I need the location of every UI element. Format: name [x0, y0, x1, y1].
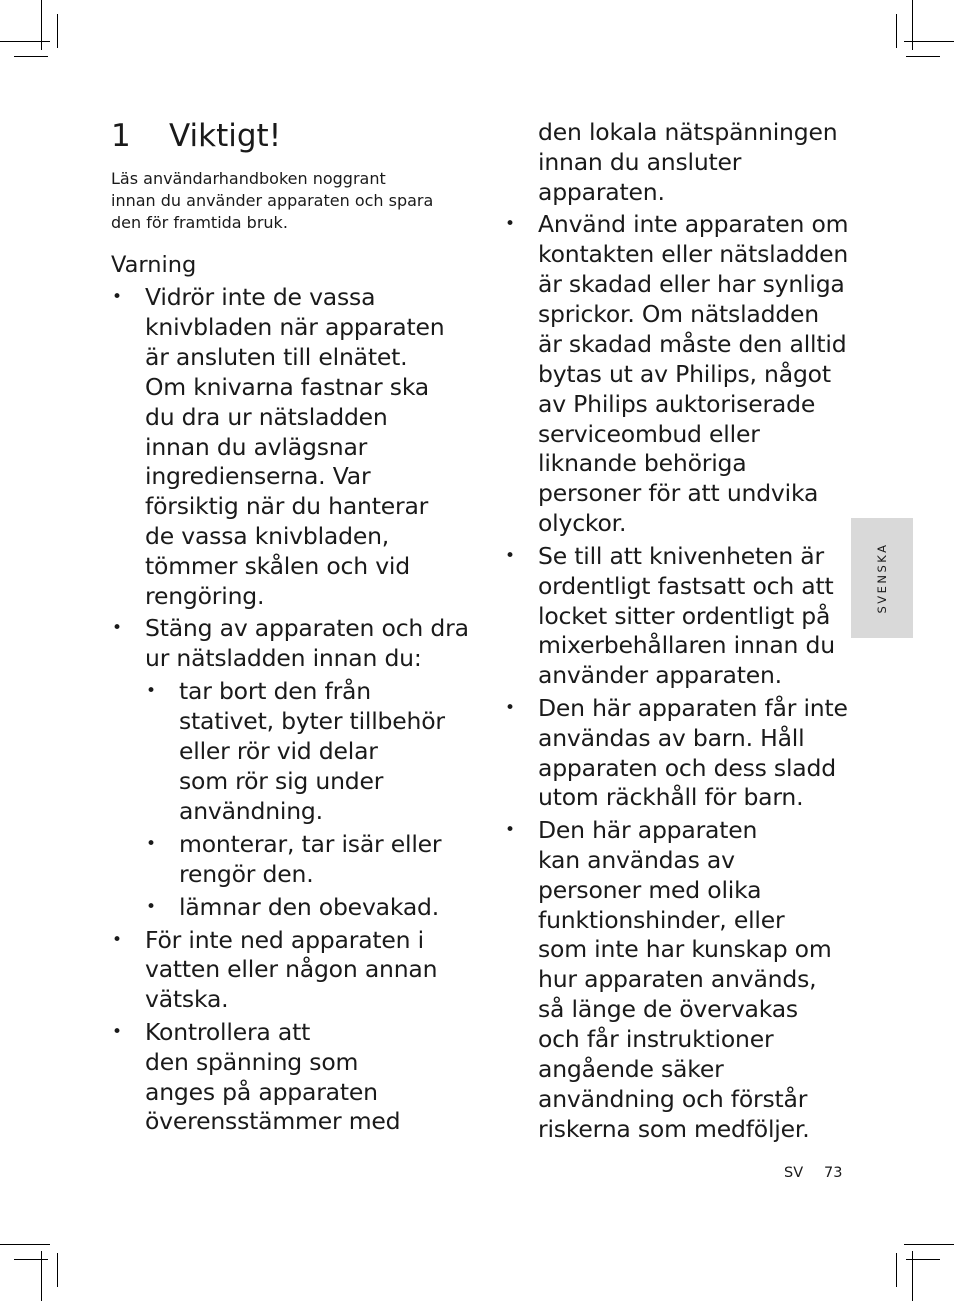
item-line: Om knivarna fastnar ska — [145, 372, 430, 401]
crop-mark — [14, 56, 48, 57]
crop-mark — [14, 1259, 48, 1260]
bullet-glyph: • — [505, 214, 515, 235]
bullet-glyph: • — [505, 697, 515, 718]
item-line: är ansluten till elnätet. — [145, 342, 408, 371]
crop-mark — [904, 1244, 954, 1245]
crop-mark — [0, 1244, 50, 1245]
item-line: Vidrör inte de vassa — [145, 283, 376, 311]
crop-mark — [57, 14, 58, 48]
item-line: bytas ut av Philips, något — [538, 359, 831, 388]
list-item — [111, 1018, 456, 1138]
crop-mark — [896, 1253, 897, 1287]
crop-mark — [41, 0, 42, 50]
item-line: tömmer skålen och vid — [145, 552, 410, 581]
item-line: serviceombud eller — [538, 419, 760, 448]
language-side-tab — [851, 518, 913, 638]
chapter-title: Viktigt! — [169, 118, 282, 154]
item-line: angående säker — [538, 1055, 724, 1084]
item-line: eller rör vid delar — [179, 737, 378, 766]
list-item — [111, 283, 456, 612]
item-line: innan du ansluter — [538, 147, 742, 176]
item-line: är skadad eller har synliga — [538, 270, 845, 299]
item-line: kontakten eller nätsladden — [538, 240, 849, 269]
item-line: ordentligt fastsatt och att — [538, 571, 834, 600]
item-line: olyckor. — [538, 509, 627, 538]
item-line: är skadad måste den alltid — [538, 329, 847, 358]
sub-list-item — [145, 893, 456, 923]
bullet-glyph: • — [146, 896, 156, 917]
bullet-glyph: • — [505, 545, 515, 566]
footer-language-code: SV — [784, 1165, 804, 1181]
list-item — [504, 542, 849, 692]
item-line: Stäng av apparaten och dra — [145, 614, 469, 643]
item-line: innan du avlägsnar — [145, 432, 368, 461]
item-line: den spänning som — [145, 1047, 359, 1076]
item-line: kan användas av — [538, 845, 735, 874]
intro-paragraph — [111, 168, 456, 234]
item-line: anges på apparaten — [145, 1077, 378, 1106]
list-item — [504, 694, 849, 814]
item-line: personer med olika — [538, 875, 762, 904]
item-line: du dra ur nätsladden — [145, 402, 388, 431]
item-line: locket sitter ordentligt på — [538, 601, 831, 630]
item-line: av Philips auktoriserade — [538, 389, 816, 418]
item-line: riskerna som medföljer. — [538, 1114, 810, 1143]
list-item — [111, 926, 456, 1016]
item-line: som rör sig under — [179, 767, 384, 795]
crop-mark — [57, 1253, 58, 1287]
item-line: som inte har kunskap om — [538, 935, 832, 964]
item-line: försiktig när du hanterar — [145, 492, 429, 521]
sub-list — [145, 677, 456, 922]
right-column — [504, 118, 849, 1147]
bullet-glyph: • — [112, 1021, 122, 1042]
list-item — [504, 210, 849, 539]
item-line: vatten eller någon annan — [145, 955, 438, 984]
item-line: användning och förstår — [538, 1085, 808, 1113]
item-line: Kontrollera att — [145, 1017, 311, 1046]
bullet-glyph: • — [505, 819, 515, 840]
item-line: Använd inte apparaten om — [538, 210, 849, 239]
item-line: ur nätsladden innan du: — [145, 644, 422, 673]
bullet-glyph: • — [112, 618, 122, 639]
bullet-glyph: • — [146, 833, 156, 854]
item-line: vätska. — [145, 985, 229, 1014]
left-column — [111, 283, 469, 1140]
item-line: användning. — [179, 796, 323, 825]
list-item — [111, 614, 469, 922]
item-line: stativet, byter tillbehör — [179, 707, 445, 736]
item-line: Den här apparaten får inte — [538, 693, 848, 722]
item-line: utom räckhåll för barn. — [538, 783, 804, 812]
item-line: apparaten. — [538, 177, 665, 206]
item-line: knivbladen när apparaten — [145, 312, 445, 341]
item-line: liknande behöriga — [538, 449, 747, 478]
item-line: den lokala nätspänningen — [538, 118, 838, 146]
bullet-glyph: • — [146, 681, 156, 702]
item-line: monterar, tar isär eller — [179, 829, 442, 858]
item-line: sprickor. Om nätsladden — [538, 299, 819, 328]
item-line: lämnar den obevakad. — [179, 892, 440, 921]
continued-item-text — [504, 118, 849, 208]
item-line: använder apparaten. — [538, 661, 782, 690]
item-line: personer för att undvika — [538, 479, 819, 508]
item-line: apparaten och dess sladd — [538, 753, 836, 782]
item-line: Se till att knivenheten är — [538, 541, 824, 570]
crop-mark — [912, 0, 913, 50]
item-line: rengör den. — [179, 859, 314, 888]
sub-list-item — [145, 830, 456, 890]
intro-line: Läs användarhandboken noggrant — [111, 169, 386, 188]
intro-line: den för framtida bruk. — [111, 213, 288, 232]
item-line: de vassa knivbladen, — [145, 522, 390, 551]
item-line: ingredienserna. Var — [145, 462, 371, 491]
crop-mark — [906, 1259, 940, 1260]
crop-mark — [906, 56, 940, 57]
item-line: För inte ned apparaten i — [145, 925, 424, 954]
warning-list — [504, 210, 849, 1145]
page-number: 73 — [824, 1165, 843, 1181]
bullet-glyph: • — [112, 929, 122, 950]
warning-list — [111, 283, 469, 1137]
item-line: tar bort den från — [179, 677, 371, 706]
language-side-tab-label: SVENSKA — [875, 542, 889, 614]
intro-line: innan du använder apparaten och spara — [111, 191, 434, 210]
item-line: funktionshinder, eller — [538, 905, 785, 934]
list-item — [504, 816, 849, 1145]
sub-list-item — [145, 677, 456, 827]
chapter-number: 1 — [111, 118, 131, 154]
item-line: hur apparaten används, — [538, 965, 817, 994]
item-line: Den här apparaten — [538, 815, 758, 844]
item-line: användas av barn. Håll — [538, 723, 805, 752]
item-line: så länge de övervakas — [538, 995, 798, 1024]
crop-mark — [896, 14, 897, 48]
item-line: mixerbehållaren innan du — [538, 631, 835, 660]
item-line: överensstämmer med — [145, 1107, 401, 1136]
bullet-glyph: • — [112, 287, 122, 307]
item-line: rengöring. — [145, 582, 265, 611]
crop-mark — [0, 41, 50, 42]
item-line: och får instruktioner — [538, 1025, 774, 1054]
page-heading — [111, 114, 281, 158]
warning-subheading: Varning — [111, 252, 197, 278]
